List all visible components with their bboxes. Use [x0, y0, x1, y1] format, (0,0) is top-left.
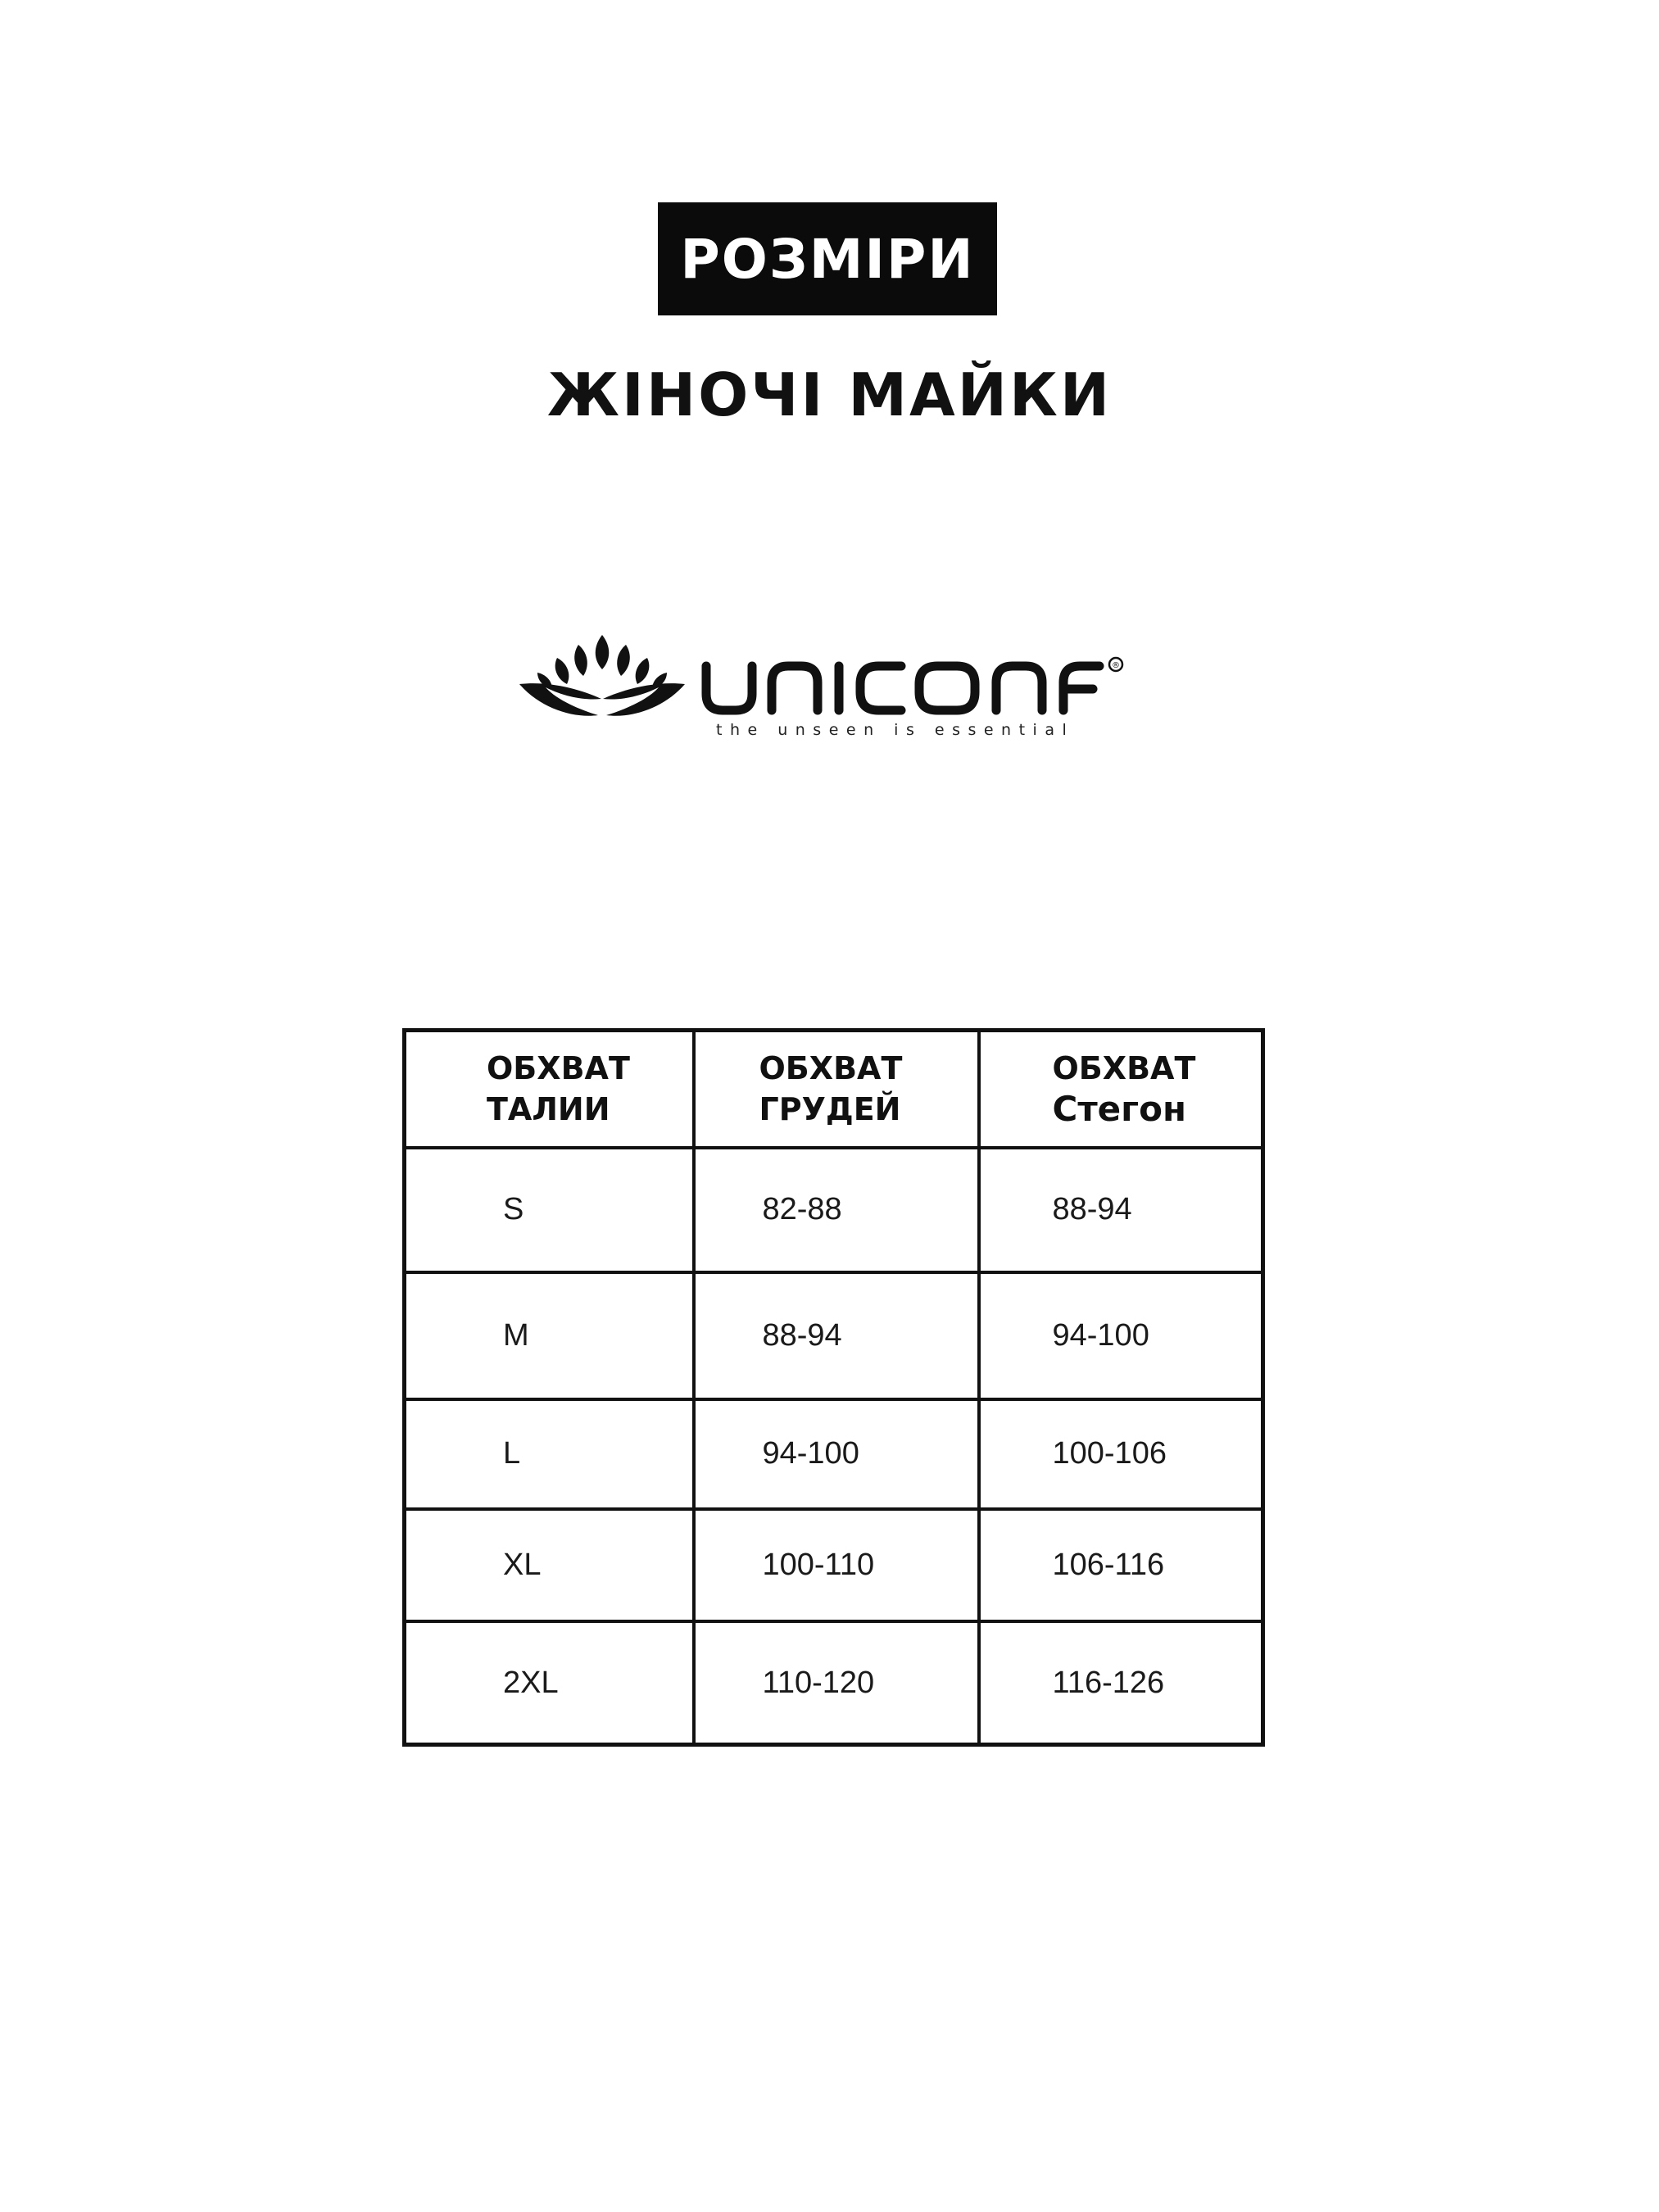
title-badge — [658, 202, 997, 315]
hips-cell: 100-106 — [979, 1399, 1263, 1509]
brand-logo — [516, 619, 1139, 750]
header-hips: ОБХВАТ Стегон — [979, 1031, 1263, 1148]
table-row — [405, 1621, 1263, 1744]
size-cell: XL — [405, 1509, 694, 1621]
size-cell: 2XL — [405, 1621, 694, 1744]
hips-cell: 106-116 — [979, 1509, 1263, 1621]
table-row — [405, 1509, 1263, 1621]
brand-wordmark — [706, 666, 1099, 710]
hips-cell: 116-126 — [979, 1621, 1263, 1744]
size-cell: M — [405, 1272, 694, 1399]
table-row — [405, 1272, 1263, 1399]
chest-cell: 110-120 — [694, 1621, 979, 1744]
table-header-row — [405, 1031, 1263, 1148]
page-subtitle: ЖІНОЧІ МАЙКИ — [546, 360, 1113, 429]
size-cell: S — [405, 1148, 694, 1272]
table-row — [405, 1148, 1263, 1272]
hips-cell: 94-100 — [979, 1272, 1263, 1399]
registered-symbol: ® — [1112, 661, 1120, 670]
header-waist: ОБХВАТ ТАЛИИ — [405, 1031, 694, 1148]
header-chest: ОБХВАТ ГРУДЕЙ — [694, 1031, 979, 1148]
size-chart-table — [402, 1028, 1265, 1747]
chest-cell: 82-88 — [694, 1148, 979, 1272]
chest-cell: 100-110 — [694, 1509, 979, 1621]
chest-cell: 88-94 — [694, 1272, 979, 1399]
chest-cell: 94-100 — [694, 1399, 979, 1509]
size-cell: L — [405, 1399, 694, 1509]
hips-cell: 88-94 — [979, 1148, 1263, 1272]
table-row — [405, 1399, 1263, 1509]
lotus-icon — [519, 635, 685, 716]
brand-tagline: the unseen is essential — [716, 721, 1075, 739]
title-badge-label: РОЗМІРИ — [680, 227, 975, 291]
